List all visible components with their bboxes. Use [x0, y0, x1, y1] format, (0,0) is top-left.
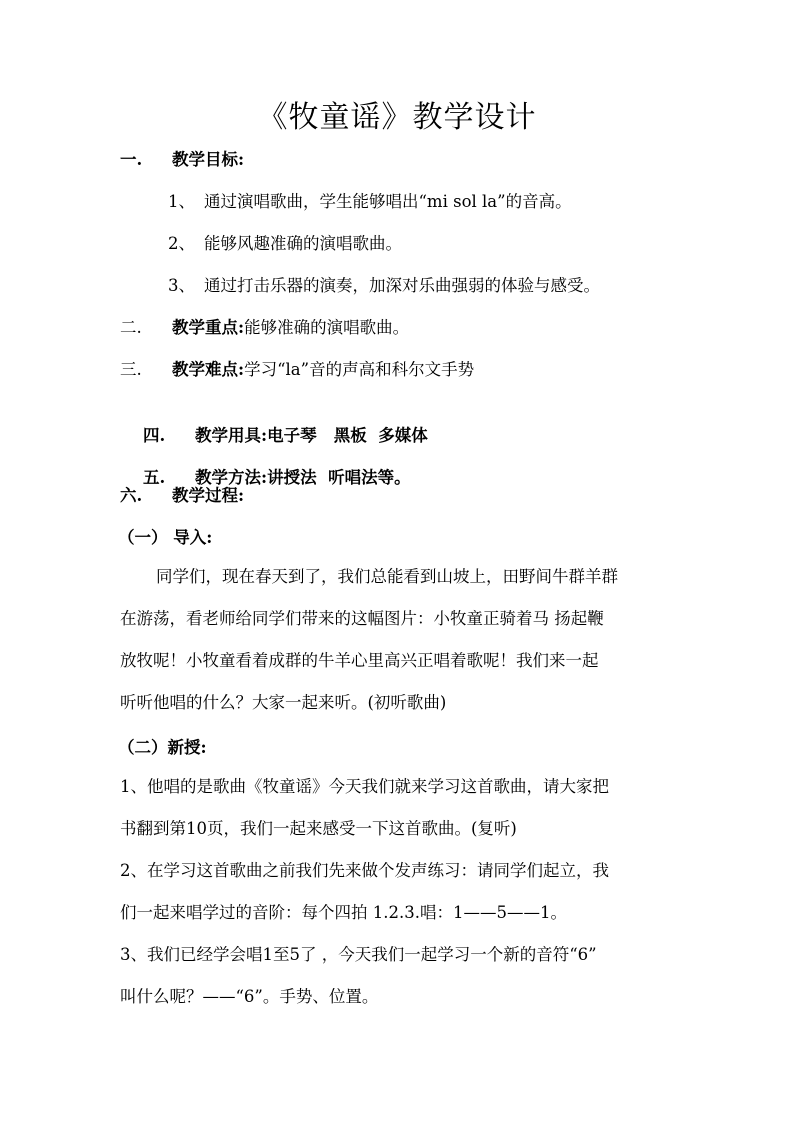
objective-item	[168, 190, 572, 214]
section-label: 教学用具:	[194, 426, 268, 445]
part-intro-heading: （一） 导入:	[118, 528, 213, 547]
item-number: 3、	[168, 276, 195, 295]
document-title: 《牧童谣》教学设计	[257, 100, 537, 135]
part-intro-body	[120, 556, 680, 724]
item-text: 能够风趣准确的演唱歌曲。	[204, 234, 402, 253]
objective-item	[168, 232, 402, 256]
part-new-heading: （二）新授:	[118, 738, 207, 757]
paragraph-line: 在游荡，看老师给同学们带来的这幅图片：小牧童正骑着马 扬起鞭	[120, 609, 604, 628]
section-text: 电子琴 黑板 多媒体	[267, 426, 428, 445]
section-key-points	[120, 316, 409, 340]
section-number: 二.	[120, 318, 142, 337]
paragraph-line: 听听他唱的什么？大家一起来听。(初听歌曲)	[120, 693, 447, 712]
item-text: 通过演唱歌曲，学生能够唱出“mi sol la”的音高。	[204, 192, 572, 211]
section-number: 六.	[120, 486, 143, 505]
paragraph-line: 们一起来唱学过的音阶：每个四拍 1.2.3.唱：1——5——1。	[120, 903, 567, 922]
section-number: 一.	[120, 150, 143, 169]
section-text: 讲授法 听唱法等。	[267, 468, 411, 487]
item-text: 通过打击乐器的演奏，加深对乐曲强弱的体验与感受。	[204, 276, 600, 295]
paragraph-line: 书翻到第10页，我们一起来感受一下这首歌曲。(复听)	[120, 819, 517, 838]
item-number: 2、	[168, 234, 195, 253]
objective-item	[168, 274, 600, 298]
section-label: 教学目标:	[172, 150, 245, 169]
section-label: 教学重点:	[172, 318, 245, 337]
section-text: 学习“la”音的声高和科尔文手势	[244, 360, 475, 379]
part-new-body	[120, 766, 680, 1018]
paragraph-line: 放牧呢！小牧童看着成群的牛羊心里高兴正唱着歌呢！我们来一起	[120, 651, 599, 670]
section-label: 教学难点:	[172, 360, 245, 379]
paragraph-line: 叫什么呢？——“6”。手势、位置。	[120, 987, 379, 1006]
section-label: 教学方法:	[194, 468, 268, 487]
section-number: 五.	[142, 468, 166, 487]
paragraph-line: 同学们，现在春天到了，我们总能看到山坡上，田野间牛群羊群	[156, 567, 618, 586]
item-number: 1、	[168, 192, 195, 211]
paragraph-line: 3、我们已经学会唱1至5了 ，今天我们一起学习一个新的音符“6”	[120, 945, 597, 964]
section-number: 三.	[120, 360, 142, 379]
paragraph-line: 2、在学习这首歌曲之前我们先来做个发声练习：请同学们起立，我	[120, 861, 609, 880]
section-objectives	[120, 148, 244, 172]
section-difficulties	[120, 358, 474, 382]
section-text: 能够准确的演唱歌曲。	[244, 318, 410, 337]
paragraph-line: 1、他唱的是歌曲《牧童谣》今天我们就来学习这首歌曲，请大家把	[120, 777, 609, 796]
section-process	[120, 484, 244, 508]
section-label: 教学过程:	[172, 486, 245, 505]
section-number: 四.	[142, 426, 166, 445]
